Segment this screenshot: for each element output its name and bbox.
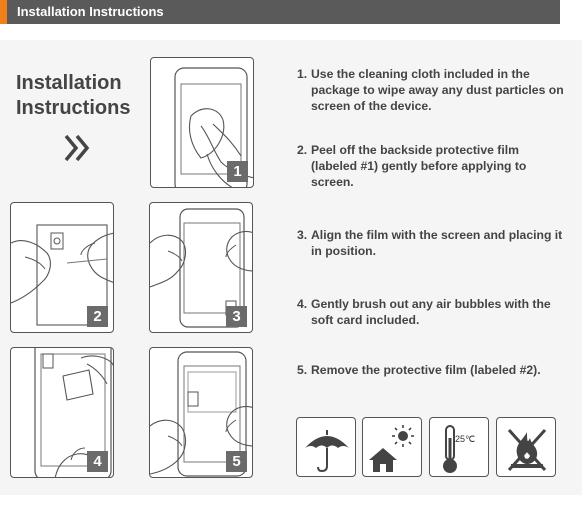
header-bar — [0, 0, 560, 24]
thermometer-icon — [429, 417, 489, 477]
header-title: Installation Instructions — [17, 4, 164, 19]
umbrella-icon — [296, 417, 356, 477]
step-2-illustration — [10, 202, 114, 333]
double-chevron-right-icon — [62, 132, 94, 164]
instruction-4-text: Gently brush out any air bubbles with the soft card included. — [311, 297, 551, 327]
page-title-line1: Installation — [16, 72, 122, 94]
instruction-3-number: 3. — [297, 228, 308, 242]
header-accent — [0, 0, 7, 24]
step-2-number: 2 — [87, 306, 108, 327]
instruction-5-number: 5. — [297, 363, 308, 377]
page-title-line2: Instructions — [16, 97, 131, 119]
instruction-3-text: Align the film with the screen and placing it in position. — [311, 228, 563, 258]
page-title — [16, 71, 130, 121]
instruction-2-number: 2. — [297, 143, 308, 157]
instruction-1 — [297, 66, 567, 114]
step-3-number: 3 — [226, 306, 247, 327]
step-4-number: 4 — [87, 451, 108, 472]
step-5-number: 5 — [226, 451, 247, 472]
instruction-4 — [297, 296, 567, 328]
instruction-3 — [297, 227, 567, 259]
step-5-illustration — [149, 347, 253, 478]
instruction-4-number: 4. — [297, 297, 308, 311]
instruction-2-text: Peel off the backside protective film (labeled #1) gently before applying to screen. — [311, 143, 527, 189]
step-4-illustration — [10, 347, 114, 478]
temperature-label: 25℃ — [455, 434, 476, 444]
no-fire-icon — [496, 417, 556, 477]
instruction-2 — [297, 142, 567, 190]
instruction-5-text: Remove the protective film (labeled #2). — [311, 363, 541, 377]
step-3-illustration — [149, 202, 253, 333]
step-1-illustration — [150, 57, 254, 188]
instruction-5 — [297, 362, 567, 378]
step-1-number: 1 — [227, 161, 248, 182]
instruction-1-text: Use the cleaning cloth included in the package to wipe away any dust particles on screen of the device. — [311, 67, 564, 113]
instruction-1-number: 1. — [297, 67, 308, 81]
sun-house-icon — [362, 417, 422, 477]
